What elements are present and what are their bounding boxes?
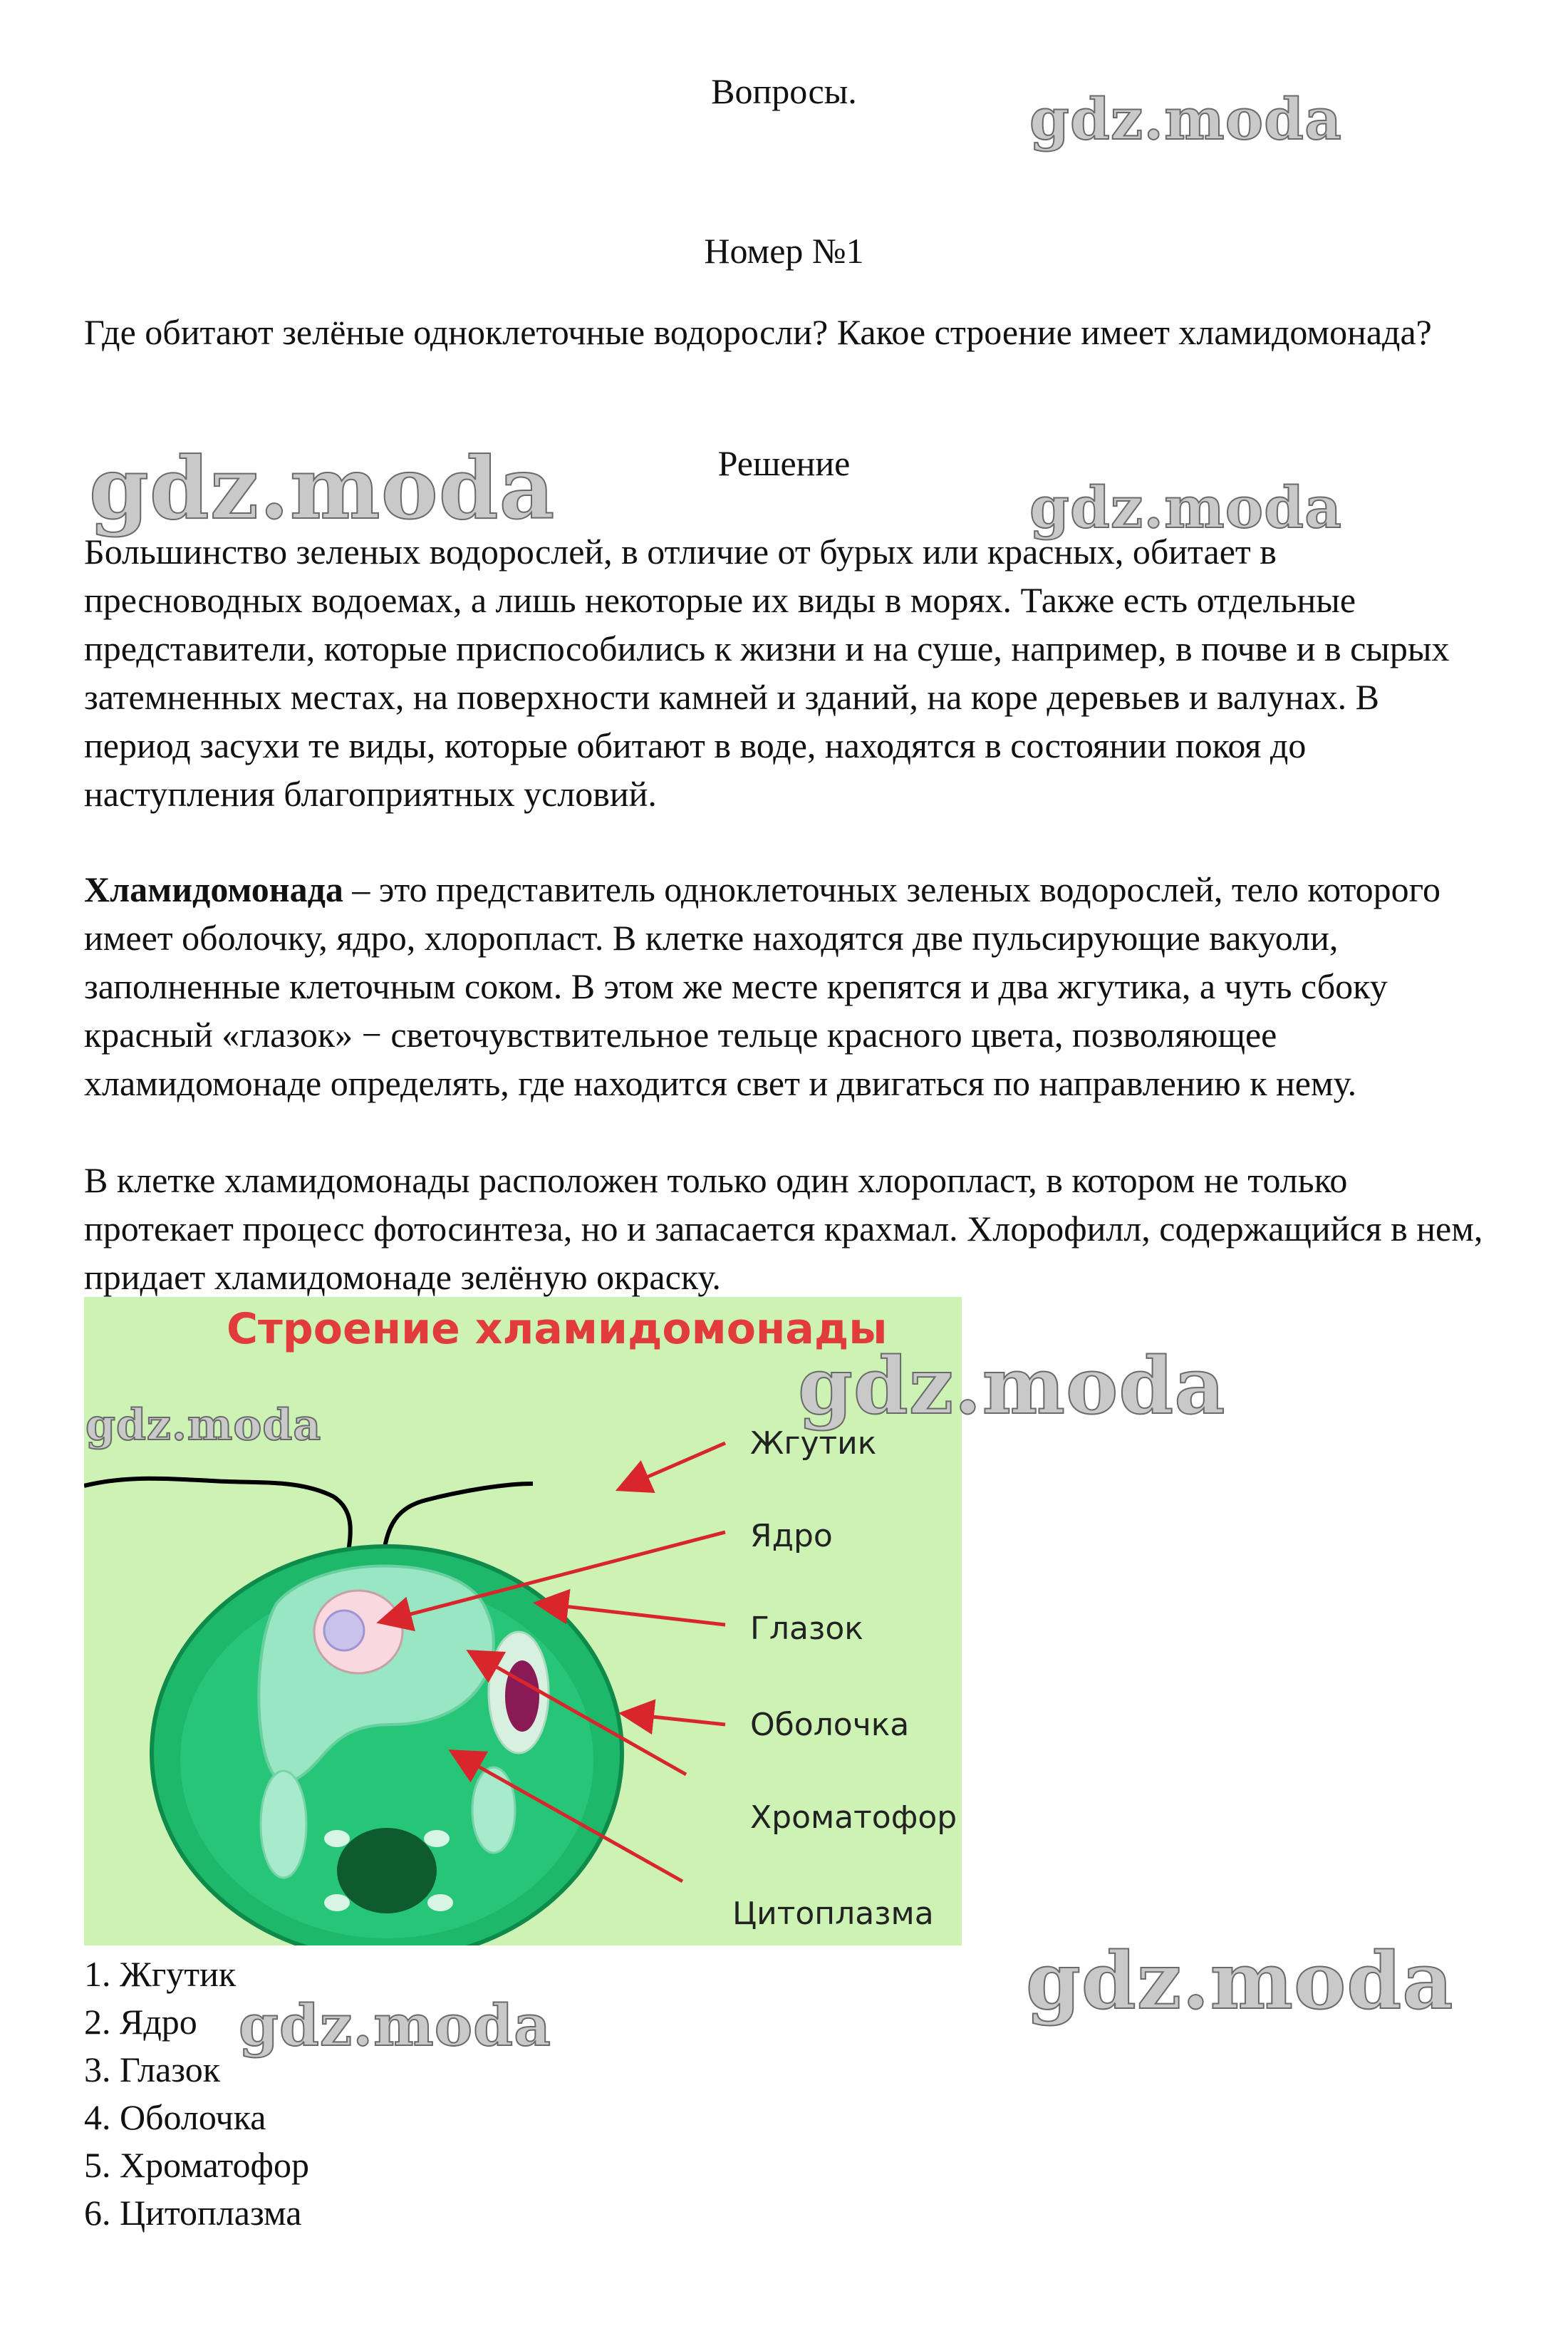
eyespot-pigment [505, 1660, 539, 1732]
list-item: 6. Цитоплазма [84, 2193, 302, 2233]
arrow-flagellum [622, 1443, 725, 1488]
watermark: gdz.moda [1026, 1935, 1454, 2027]
arrow-membrane [625, 1714, 725, 1725]
label-cytoplasm: Цитоплазма [732, 1896, 934, 1932]
list-item: 1. Жгутик [84, 1954, 237, 1994]
label-flagellum: Жгутик [750, 1425, 877, 1462]
label-membrane: Оболочка [750, 1707, 910, 1743]
diagram-title: Строение хламидомонады [227, 1304, 888, 1354]
watermark: gdz.moda [798, 1340, 1226, 1432]
vacuole-right [472, 1767, 515, 1853]
vacuole-left [261, 1771, 306, 1878]
watermark: gdz.moda [85, 1400, 322, 1450]
task-number: Номер №1 [704, 231, 864, 271]
flagellum-left [84, 1479, 351, 1557]
structure-paragraph [84, 865, 1495, 1107]
term-chlamydomonas: Хламидомонада [84, 869, 343, 909]
nucleolus [324, 1611, 364, 1650]
list-item: 2. Ядро [84, 2002, 197, 2042]
watermark: gdz.moda [89, 438, 556, 539]
list-item: 4. Оболочка [84, 2097, 266, 2137]
solution-heading: Решение [717, 443, 851, 483]
structure-text: – это представитель одноклеточных зеленых водорослей, тело которого имеет оболочку, ядро, хлоропласт. В клетке находятся две пульсирующие вакуоли, заполненные клеточным соком. В этом же месте крепятся и два жгутика, а чуть сбоку красный «глазок» − светочувствительное тельце красного цвета, позволяющее хламидомонаде определять, где находится свет и двигаться по направлению к нему. [84, 869, 1440, 1103]
label-nucleus: Ядро [750, 1518, 833, 1554]
watermark: gdz.moda [239, 1992, 551, 2059]
label-chromatophore: Хроматофор [750, 1799, 957, 1836]
list-item: 3. Глазок [84, 2050, 221, 2089]
watermark: gdz.moda [1029, 86, 1342, 153]
watermark: gdz.moda [1029, 474, 1342, 541]
label-eyespot: Глазок [750, 1611, 863, 1647]
list-item: 5. Хроматофор [84, 2145, 309, 2185]
section-heading: Вопросы. [711, 71, 857, 111]
habitat-paragraph: Большинство зеленых водорослей, в отличие от бурых или красных, обитает в пресноводных водоемах, а лишь некоторые их виды в морях. Также есть отдельные представители, которые приспособились к жизни и на суше, например, в почве и в сырых затемненных местах, на поверхности камней и зданий, на коре деревьев и валунах. В период засухи те виды, которые обитают в воде, находятся в состоянии покоя до наступления благоприятных условий. [84, 532, 1450, 814]
question-text: Где обитают зелёные одноклеточные водоросли? Какое строение имеет хламидомонада? [84, 312, 1432, 352]
pyrenoid [324, 1828, 453, 1913]
chloroplast-paragraph: В клетке хламидомонады расположен только один хлоропласт, в котором не только протекает процесс фотосинтеза, но и запасается крахмал. Хлорофилл, содержащийся в нем, придает хламидомонаде зелёную окраску. [84, 1160, 1483, 1297]
